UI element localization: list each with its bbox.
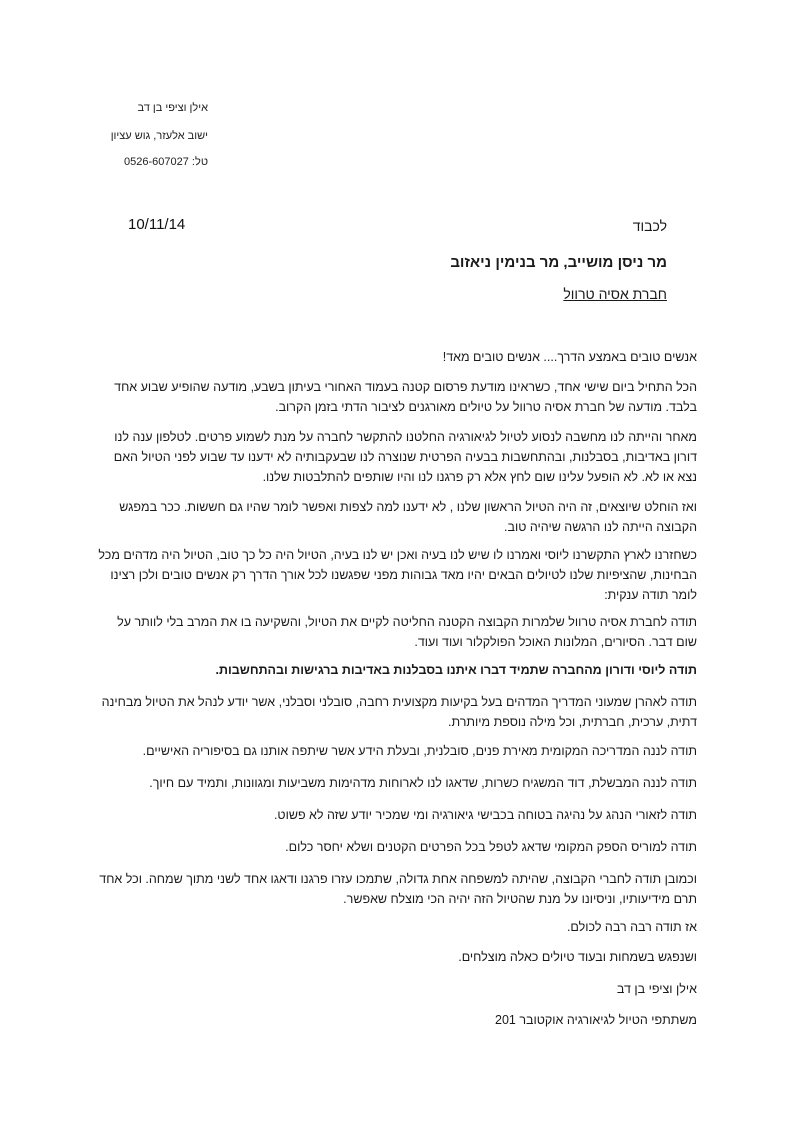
paragraph-thanks-yossi-doron: תודה ליוסי ודורון מהחברה שתמיד דברו איתנו בסבלנות באדיבות ברגישות ובהתחשבות. bbox=[215, 663, 697, 677]
paragraph-beginning: הכל התחיל ביום שישי אחד, כשראינו מודעת פרסום קטנה בעמוד האחורי בעיתון בשבע, מודעה שהופיע שבוע אחד בלבד. מודעה של חברת אסיה טרוול על טיולים מאורגנים לציבור הדתי בזמן הקרוב. bbox=[114, 380, 697, 414]
paragraph-opening: אנשים טובים באמצע הדרך.... אנשים טובים מאד! bbox=[442, 350, 697, 364]
company-name: חברת אסיה טרוול bbox=[563, 286, 667, 302]
paragraph-thanks-cook: תודה לננה המבשלת, דוד המשגיח כשרות, שדאגו לנו לארוחות מדהימות משביעות ומגוונות, ותמיד עם חיוך. bbox=[149, 776, 697, 790]
signature-participants: משתתפי הטיול לגיאורגיה אוקטובר 201 bbox=[495, 1013, 697, 1027]
letter-date: 10/11/14 bbox=[128, 216, 186, 233]
recipients: מר ניסן מושייב, מר בנימין ניאזוב bbox=[450, 254, 667, 271]
paragraph-thanks-company: תודה לחברת אסיה טרוול שלמרות הקבוצה הקטנה החליטה לקיים את הטיול, והשקיעה בו את המרב בלי לוותר על שום דבר. הסיורים, המלונות האוכל הפולקלור ועוד ועוד. bbox=[117, 615, 697, 649]
paragraph-thanks-supplier: תודה למוריס הספק המקומי שדאג לטפל בכל הפרטים הקטנים ושלא יחסר כלום. bbox=[285, 840, 697, 854]
paragraph-thanks-guide: תודה לאהרן שמעוני המדריך המדהים בעל בקיעות מקצועית רחבה, סובלני וסבלני, אשר יודע לנהל את הטיול מבחינה דתית, ערכית, חברתית, וכל מילה נוספת מיותרת. bbox=[101, 695, 697, 729]
sender-phone: טל: 0526-607027 bbox=[124, 156, 208, 168]
sender-address: ישוב אלעזר, גוש עציון bbox=[110, 130, 208, 142]
paragraph-thanks-driver: תודה לזאורי הנהג על נהיגה בטוחה בכבישי גיאורגיה ומי שמכיר יודע שזה לא פשוט. bbox=[273, 808, 697, 822]
paragraph-thanks-group: וכמובן תודה לחברי הקבוצה, שהיתה למשפחה אחת גדולה, שתמכו עזרו פרגנו ודאגו אחד לשני מתוך שמחה. וכל אחד תרם מידיעותיו, וניסיונו על מנת שהטיול הזה יהיה הכי מוצלח שאפשר. bbox=[99, 872, 697, 906]
paragraph-decision: מאחר והייתה לנו מחשבה לנסוע לטיול לגיאורגיה החלטנו להתקשר לחברה על מנת לשמוע פרטים. לטלפון ענה לנו דורון באדיבות, בסבלנות, ובהתחשבות בבעיה הפרטית שנוצרה לנו שבעקבותיה לא ידענו עד שבוע לפני הטיול האם נצא או לא. לא הופעל עלינו שום לחץ אלא רק פרגנו לנו והיו שותפים להתלבטות שלנו. bbox=[113, 430, 697, 484]
paragraph-thanks-all: אז תודה רבה רבה לכולם. bbox=[566, 920, 697, 934]
signature-names: אילן וציפי בן דב bbox=[616, 982, 697, 996]
sender-names: אילן וציפי בן דב bbox=[137, 102, 208, 114]
to-label: לכבוד bbox=[632, 218, 667, 234]
paragraph-closing: ושנפגש בשמחות ובעוד טיולים כאלה מוצלחים. bbox=[458, 950, 697, 964]
paragraph-thanks-local-guide: תודה לננה המדריכה המקומית מאירת פנים, סובלנית, ובעלת הידע אשר שיתפה אותנו גם בסיפוריה האישיים. bbox=[142, 744, 697, 758]
paragraph-first-trip: ואז הוחלט שיוצאים, זה היה הטיול הראשון שלנו , לא ידענו למה לצפות ואפשר לומר שהיו גם חששות. ככר במפגש הקבוצה הייתה לנו הרגשה שיהיה טוב. bbox=[119, 500, 697, 534]
paragraph-return: כשחזרנו לארץ התקשרנו ליוסי ואמרנו לו שיש לנו בעיה ואכן יש לנו בעיה, הטיול היה כל כך טוב, הטיול היה מדהים מכל הבחינות, שהציפיות שלנו לטיולים הבאים יהיו מאד גבוהות מפני שפגשנו לכל אורך הדרך רק אנשים טובים ולכן רצינו לומר תודה ענקית: bbox=[98, 548, 697, 602]
